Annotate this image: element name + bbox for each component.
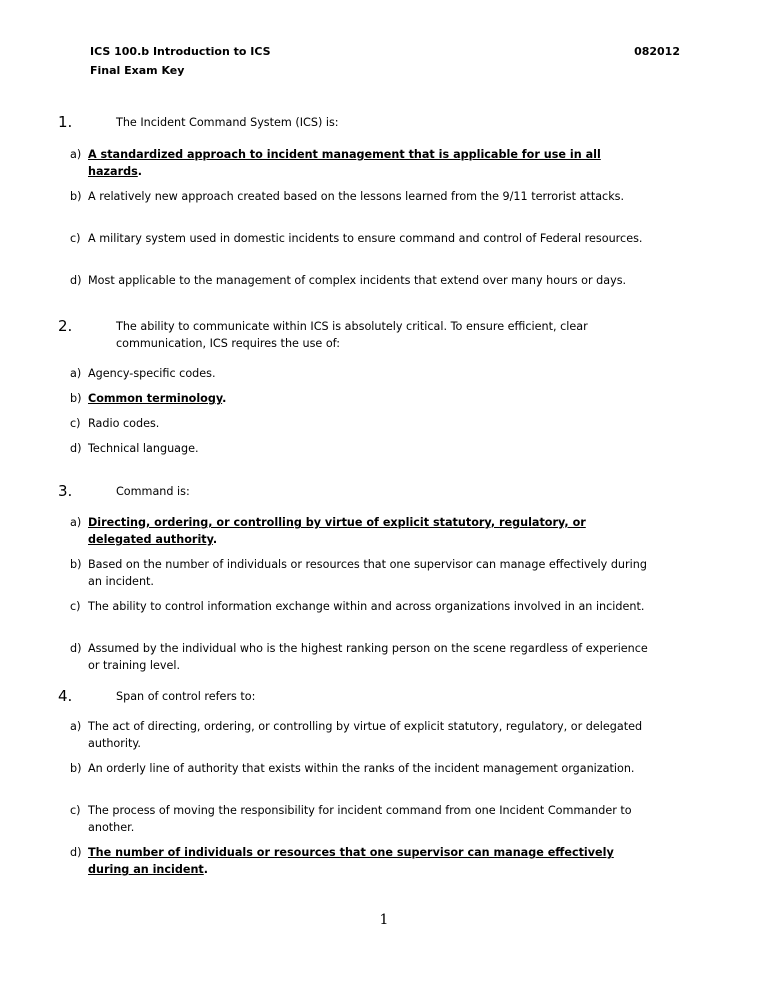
question-text: Command is: xyxy=(116,485,190,498)
option-text: The act of directing, ordering, or controlling by virtue of explicit statutory, regulatory, or delegated authority. xyxy=(88,720,643,750)
correct-answer: A standardized approach to incident management that is applicable for use in all hazards xyxy=(88,148,601,178)
option-text: Most applicable to the management of complex incidents that extend over many hours or days. xyxy=(88,274,627,287)
option-text: Agency-specific codes. xyxy=(88,367,216,380)
page-number: 1 xyxy=(379,912,389,928)
option-letter: a) xyxy=(70,148,82,161)
question-text: Span of control refers to: xyxy=(116,690,256,703)
option-text: Based on the number of individuals or resources that one supervisor can manage effectively during an incident. xyxy=(88,558,647,588)
option-text: The ability to control information exchange within and across organizations involved in an incident. xyxy=(88,600,645,613)
question-text: The Incident Command System (ICS) is: xyxy=(116,116,339,129)
page-header xyxy=(90,42,680,80)
option-text: The process of moving the responsibility for incident command from one Incident Commander to another. xyxy=(88,804,632,834)
question-number: 1. xyxy=(58,113,73,131)
correct-answer: Common terminology xyxy=(88,392,223,405)
course-title: ICS 100.b Introduction to ICS xyxy=(90,45,271,58)
option-text: Assumed by the individual who is the highest ranking person on the scene regardless of experience or training level. xyxy=(88,642,648,672)
document-code: 082012 xyxy=(634,45,680,58)
option-text: A military system used in domestic incidents to ensure command and control of Federal resources. xyxy=(88,232,643,245)
question-number: 2. xyxy=(58,317,73,335)
question-text: The ability to communicate within ICS is absolutely critical. To ensure efficient, clear communication, ICS requires the use of: xyxy=(116,320,588,350)
correct-answer: Directing, ordering, or controlling by virtue of explicit statutory, regulatory, or delegated authority xyxy=(88,516,586,546)
option-text: An orderly line of authority that exists within the ranks of the incident management organization. xyxy=(88,762,635,775)
option-text: A relatively new approach created based on the lessons learned from the 9/11 terrorist attacks. xyxy=(88,190,625,203)
question-number: 4. xyxy=(58,687,73,705)
correct-answer: The number of individuals or resources that one supervisor can manage effectively during an incident xyxy=(88,846,614,876)
document-title: Final Exam Key xyxy=(90,64,185,77)
option-text: Technical language. xyxy=(88,442,199,455)
question-number: 3. xyxy=(58,482,73,500)
option-text: Radio codes. xyxy=(88,417,160,430)
